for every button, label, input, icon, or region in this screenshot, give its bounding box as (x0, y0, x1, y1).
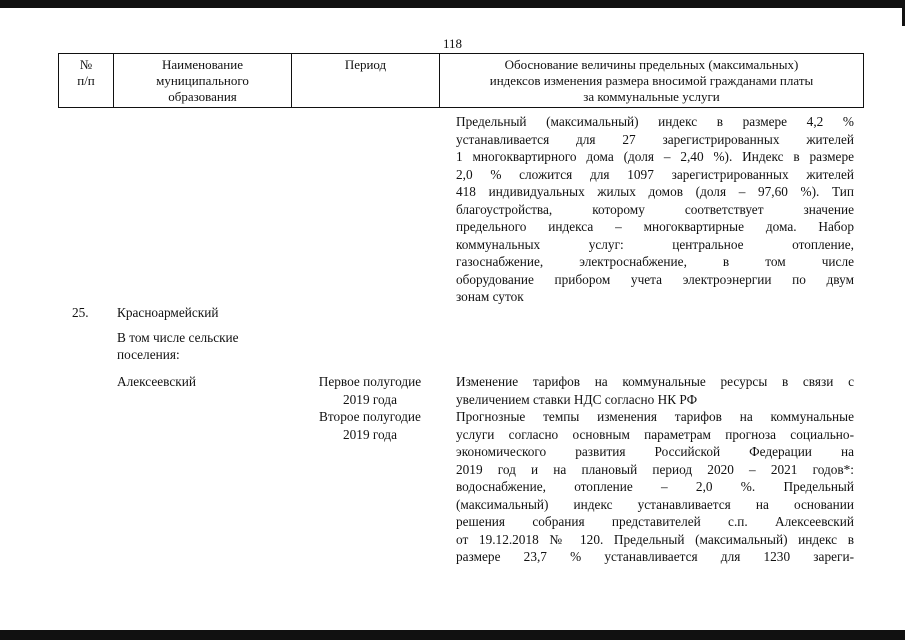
basis-line: 418 индивидуальных жилых домов (доля – 97,60 %). Тип (456, 184, 854, 199)
basis-continuation (456, 113, 854, 306)
basis-line: 2,0 % сложится для 1097 зарегистрированных жителей (456, 166, 854, 182)
basis-first-half (456, 373, 854, 408)
municipality-name: Красноармейский (117, 305, 219, 320)
basis-line: предельного индекса – многоквартирные дома. Набор (456, 219, 854, 234)
basis-line: 1 многоквартирного дома (доля – 2,40 %). Индекс в размере (456, 149, 854, 164)
basis-line: водоснабжение, отопление – 2,0 %. Предельный (456, 479, 854, 494)
header-municipality-text: Наименование муниципального образования (156, 57, 249, 104)
scan-border-bottom (0, 630, 905, 640)
header-number-text: № п/п (77, 57, 95, 88)
basis-line: услуги согласно основным параметрам прогноза социально- (456, 426, 854, 442)
header-period-text: Период (344, 57, 387, 72)
basis-line: коммунальных услуг: центральное отопление, (456, 236, 854, 252)
basis-line: от 19.12.2018 № 120. Предельный (максимальный) индекс в (456, 531, 854, 547)
basis-line: экономического развития Российской Федерации на (456, 444, 854, 459)
header-municipality (114, 54, 292, 108)
basis-line: (максимальный) индекс устанавливается на основании (456, 496, 854, 512)
period-second-half: Второе полугодие 2019 года (319, 409, 421, 442)
period-first-half: Первое полугодие 2019 года (318, 374, 422, 407)
basis-second-half (456, 408, 854, 566)
header-number (59, 54, 114, 108)
basis-line: Прогнозные темпы изменения тарифов на коммунальные (456, 409, 854, 424)
basis-line: оборудование прибором учета электроэнергии по двум (456, 271, 854, 287)
settlement-name: Алексеевский (117, 374, 196, 389)
scan-border-top (0, 0, 905, 8)
basis-line: зонам суток (456, 289, 524, 304)
basis-line: размере 23,7 % устанавливается для 1230 зареги- (456, 549, 854, 564)
basis-line: Изменение тарифов на коммунальные ресурсы в связи с (456, 374, 854, 389)
page-number: 118 (442, 36, 463, 51)
basis-line: устанавливается для 27 зарегистрированных жителей (456, 131, 854, 147)
header-period (292, 54, 440, 108)
header-basis (440, 54, 864, 108)
header-basis-text: Обоснование величины предельных (максимальных) индексов изменения размера вносимой гражданами платы за коммунальные услуги (489, 57, 814, 104)
basis-line: решения собрания представителей с.п. Алексеевский (456, 514, 854, 529)
rural-settlements-subheading: В том числе сельские поселения: (117, 330, 239, 362)
basis-line: газоснабжение, электроснабжение, в том числе (456, 254, 854, 269)
table-header (58, 53, 864, 108)
basis-line: 2019 год и на плановый период 2020 – 2021 годов*: (456, 461, 854, 477)
basis-line: Предельный (максимальный) индекс в размере 4,2 % (456, 114, 854, 129)
basis-line: благоустройства, которому соответствует значение (456, 201, 854, 217)
row-number: 25. (72, 305, 89, 320)
basis-line: увеличением ставки НДС согласно НК РФ (456, 391, 698, 407)
